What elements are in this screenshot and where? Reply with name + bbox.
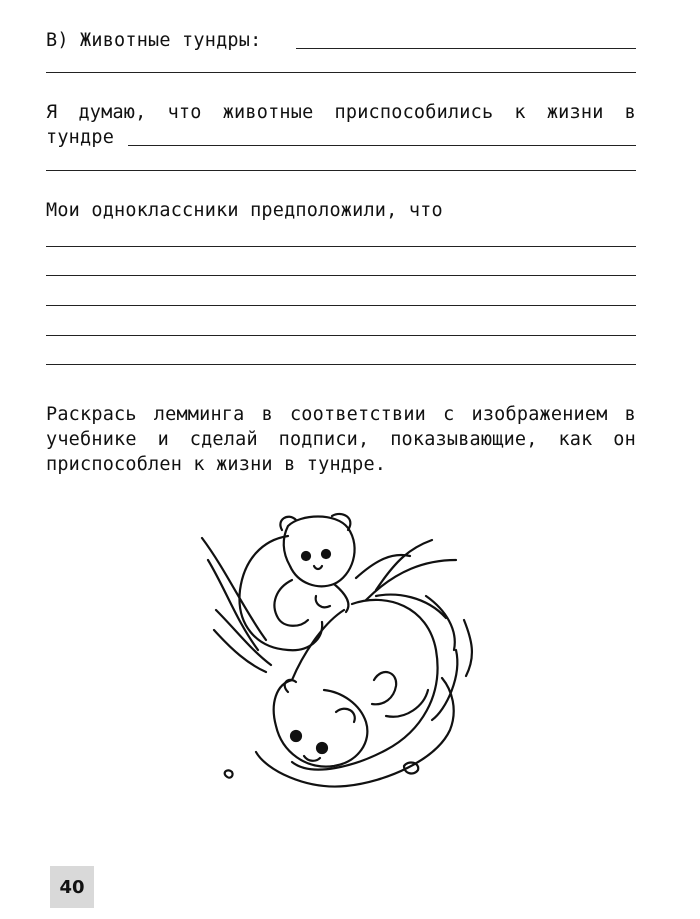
answer-line[interactable] (46, 72, 636, 73)
answer-line[interactable] (46, 305, 636, 306)
answer-line[interactable] (46, 170, 636, 171)
task-line-2: учебнике и сделай подписи, показывающие, как он (46, 429, 636, 450)
section-b-label: В) Животные тундры: (46, 30, 262, 51)
answer-line[interactable] (46, 246, 636, 247)
lemming-drawing[interactable] (196, 500, 496, 800)
classmates-text: Мои одноклассники предположили, что (46, 200, 443, 221)
answer-line[interactable] (46, 275, 636, 276)
small-lemming-icon (239, 514, 354, 650)
task-line-3: приспособлен к жизни в тундре. (46, 454, 387, 475)
answer-line[interactable] (46, 364, 636, 365)
page-number: 40 (50, 866, 94, 908)
task-line-1: Раскрась лемминга в соответствии с изображением в (46, 404, 636, 425)
i-think-line-2: тундре (46, 127, 115, 148)
answer-line[interactable] (46, 335, 636, 336)
answer-line[interactable] (128, 145, 636, 146)
answer-line[interactable] (296, 48, 636, 49)
i-think-line-1: Я думаю, что животные приспособились к жизни в (46, 102, 636, 123)
